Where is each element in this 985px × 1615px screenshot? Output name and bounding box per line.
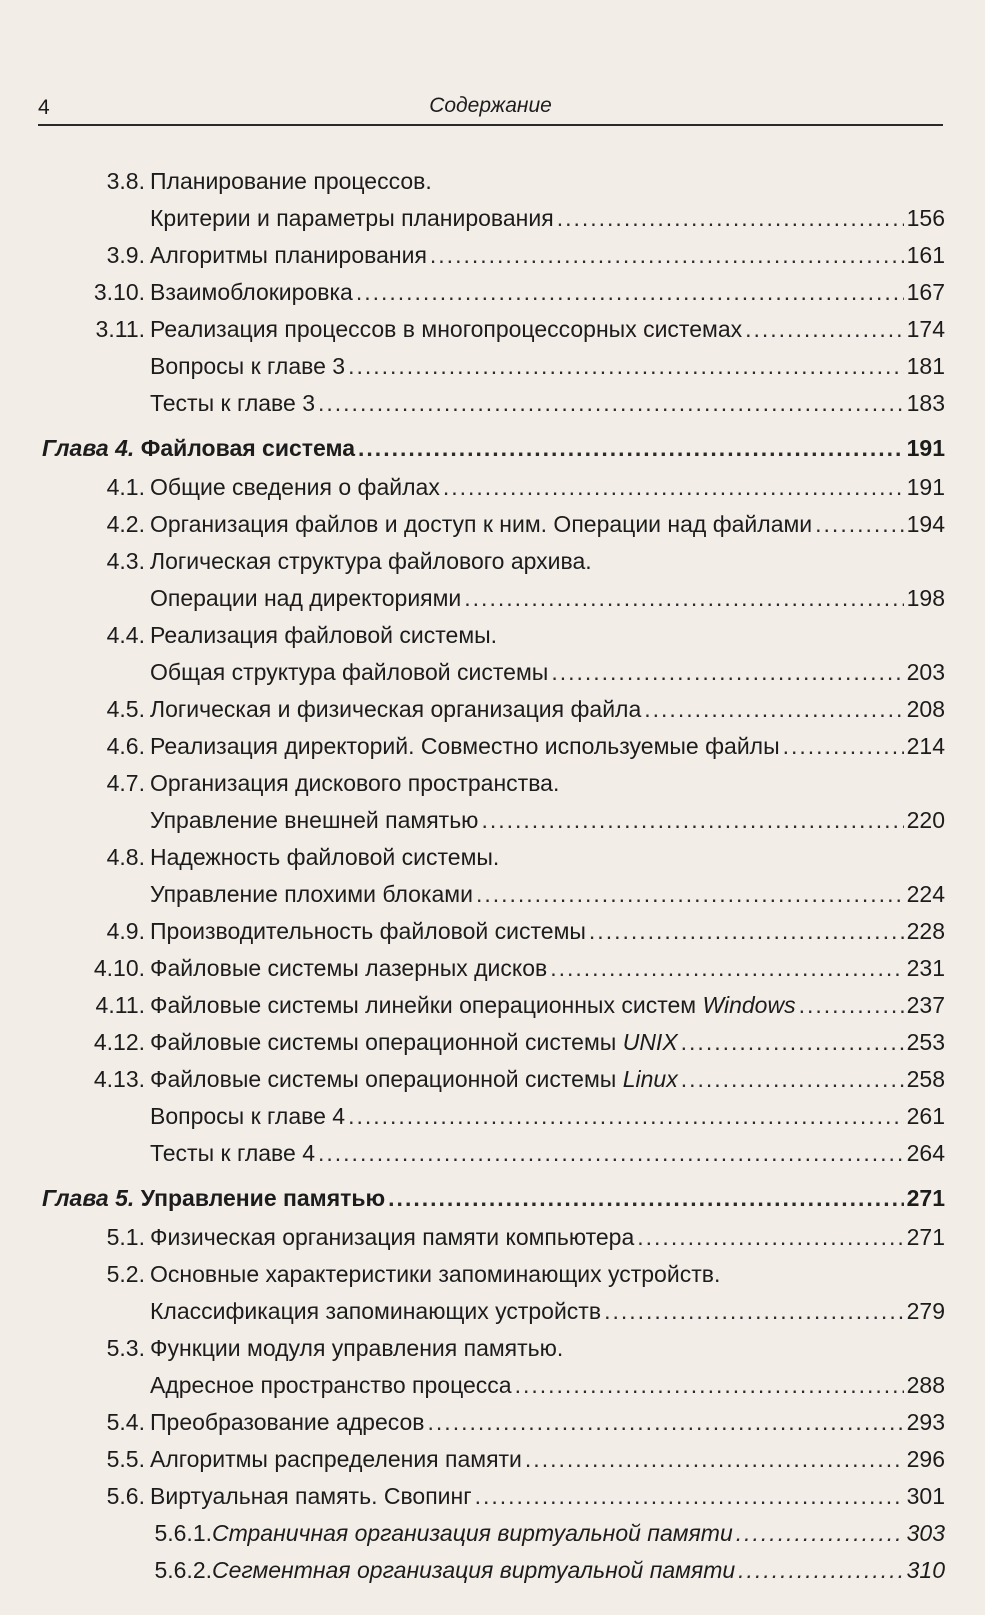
toc-line <box>0 873 985 910</box>
page-ref: 271 <box>906 1224 945 1250</box>
italic-term: Linux <box>622 1066 678 1092</box>
section-number: 3.10. <box>93 279 145 305</box>
section-title: Адресное пространство процесса <box>150 1372 512 1398</box>
dot-leader <box>736 1520 904 1547</box>
section-title: Преобразование адресов <box>150 1409 425 1435</box>
toc-line-text <box>150 918 945 945</box>
dot-leader <box>681 1029 904 1056</box>
toc-line <box>0 725 985 762</box>
toc-line-text <box>150 1372 945 1399</box>
toc-entry <box>0 1549 985 1586</box>
toc-entry <box>0 466 985 503</box>
section-title: Файловые системы линейки операционных систем Windows <box>150 992 796 1018</box>
section-number: 4.10. <box>93 955 145 981</box>
toc-entry <box>0 503 985 540</box>
section-title: Алгоритмы планирования <box>150 242 427 268</box>
page-ref: 191 <box>906 474 945 500</box>
toc-line <box>0 688 985 725</box>
page-ref: 161 <box>906 242 945 268</box>
section-number: 4.5. <box>106 696 145 722</box>
section-title: Файловые системы операционной системы UNIX <box>150 1029 678 1055</box>
chapter-label: Глава 4. <box>42 435 135 461</box>
dot-leader <box>551 659 903 686</box>
toc-line <box>0 614 985 651</box>
toc-line <box>0 382 985 419</box>
section-title: Виртуальная память. Свопинг <box>150 1483 472 1509</box>
toc-entry <box>0 345 985 382</box>
toc-line <box>0 799 985 836</box>
dot-leader <box>644 696 903 723</box>
section-title: Операции над директориями <box>150 585 462 611</box>
toc-line <box>0 1095 985 1132</box>
toc-entry <box>0 382 985 419</box>
page-ref: 237 <box>906 992 945 1018</box>
section-title: Организация дискового пространства. <box>150 770 560 796</box>
page-ref: 156 <box>906 205 945 231</box>
toc-line-text <box>150 1298 945 1325</box>
running-title: Содержание <box>429 94 552 117</box>
dot-leader <box>464 585 903 612</box>
dot-leader <box>388 1185 903 1212</box>
toc-line <box>0 308 985 345</box>
section-number: 4.12. <box>93 1029 145 1055</box>
toc-entry <box>0 1095 985 1132</box>
toc-line <box>0 1364 985 1401</box>
toc-line-text <box>150 696 945 723</box>
section-number: 5.6.2. <box>154 1557 212 1583</box>
toc-line <box>0 427 985 464</box>
toc-line <box>0 234 985 271</box>
dot-leader <box>358 435 904 462</box>
toc-entry <box>0 910 985 947</box>
chapter-title: Управление памятью <box>140 1185 386 1211</box>
page-ref: 303 <box>906 1520 945 1546</box>
section-title: Физическая организация памяти компьютера <box>150 1224 635 1250</box>
section-title: Реализация процессов в многопроцессорных системах <box>150 316 743 342</box>
toc-line-text <box>150 1261 945 1288</box>
toc-entry <box>0 234 985 271</box>
toc-line-text <box>150 1066 945 1093</box>
section-number: 5.5. <box>106 1446 145 1472</box>
toc-line-text <box>150 1446 945 1473</box>
toc-entry <box>0 947 985 984</box>
toc-line-text <box>150 1409 945 1436</box>
dot-leader <box>515 1372 904 1399</box>
section-number: 4.8. <box>106 844 145 870</box>
section-title: Надежность файловой системы. <box>150 844 500 870</box>
dot-leader <box>475 1483 904 1510</box>
toc-line-text <box>150 1140 945 1167</box>
dot-leader <box>430 242 904 269</box>
toc-line <box>0 197 985 234</box>
dot-leader <box>604 1298 904 1325</box>
page-ref: 231 <box>906 955 945 981</box>
page-ref: 258 <box>906 1066 945 1092</box>
page-ref: 296 <box>906 1446 945 1472</box>
section-number: 5.1. <box>106 1224 145 1250</box>
dot-leader <box>637 1224 903 1251</box>
section-title: Страничная организация виртуальной памяти <box>212 1520 733 1546</box>
toc-entry <box>0 1401 985 1438</box>
toc-line-text <box>42 1185 945 1212</box>
toc-line <box>0 466 985 503</box>
section-title: Критерии и параметры планирования <box>150 205 554 231</box>
toc-line-text <box>150 955 945 982</box>
toc-line <box>0 1401 985 1438</box>
toc-line-text <box>150 1029 945 1056</box>
page-ref: 253 <box>906 1029 945 1055</box>
toc-entry <box>0 540 985 614</box>
page-ref: 208 <box>906 696 945 722</box>
toc-line-text <box>150 1103 945 1130</box>
toc-line <box>0 160 985 197</box>
section-number: 3.8. <box>106 168 145 194</box>
toc-line-text <box>212 1557 945 1584</box>
toc-line-text <box>150 585 945 612</box>
toc-entry <box>0 271 985 308</box>
toc-entry <box>0 984 985 1021</box>
chapter-heading <box>42 1185 385 1212</box>
toc-line-text <box>150 1483 945 1510</box>
toc-line-text <box>150 881 945 908</box>
toc-entry <box>0 1021 985 1058</box>
toc-entry <box>0 1438 985 1475</box>
toc-line <box>0 984 985 1021</box>
dot-leader <box>356 279 904 306</box>
section-number: 4.1. <box>106 474 145 500</box>
page-ref: 214 <box>906 733 945 759</box>
toc-line-text <box>150 992 945 1019</box>
dot-leader <box>348 353 904 380</box>
italic-term: Windows <box>702 992 796 1018</box>
page-ref: 224 <box>906 881 945 907</box>
toc-entry <box>0 1327 985 1401</box>
toc-line-text <box>150 733 945 760</box>
page-ref: 181 <box>906 353 945 379</box>
section-title: Общая структура файловой системы <box>150 659 549 685</box>
toc-entry <box>0 1253 985 1327</box>
toc-line-text <box>150 511 945 538</box>
toc-line-text <box>150 279 945 306</box>
dot-leader <box>557 205 904 232</box>
section-title: Организация файлов и доступ к ним. Операции над файлами <box>150 511 813 537</box>
toc-line <box>0 1290 985 1327</box>
section-number: 4.13. <box>93 1066 145 1092</box>
toc-line <box>0 1058 985 1095</box>
toc-entry <box>0 160 985 234</box>
section-number: 4.9. <box>106 918 145 944</box>
section-title: Сегментная организация виртуальной памяти <box>212 1557 736 1583</box>
toc-entry <box>0 614 985 688</box>
section-title: Алгоритмы распределения памяти <box>150 1446 522 1472</box>
section-title: Производительность файловой системы <box>150 918 586 944</box>
toc-line <box>0 1549 985 1586</box>
section-title: Общие сведения о файлах <box>150 474 440 500</box>
dot-leader <box>815 511 903 538</box>
toc-line-text <box>150 353 945 380</box>
toc-line-text <box>150 242 945 269</box>
toc-line-text <box>150 548 945 575</box>
section-title: Классификация запоминающих устройств <box>150 1298 602 1324</box>
dot-leader <box>481 807 903 834</box>
section-number: 4.3. <box>106 548 145 574</box>
toc-entry <box>0 1058 985 1095</box>
page-ref: 279 <box>906 1298 945 1324</box>
dot-leader <box>550 955 903 982</box>
chapter-entry <box>0 427 985 464</box>
section-title: Файловые системы лазерных дисков <box>150 955 548 981</box>
page-ref: 183 <box>906 390 945 416</box>
section-title: Реализация файловой системы. <box>150 622 498 648</box>
toc-line <box>0 1216 985 1253</box>
dot-leader <box>318 390 904 417</box>
dot-leader <box>681 1066 904 1093</box>
dot-leader <box>589 918 904 945</box>
page-ref: 174 <box>906 316 945 342</box>
section-title: Тесты к главе 3 <box>150 390 315 416</box>
toc-line <box>0 836 985 873</box>
chapter-title: Файловая система <box>140 435 356 461</box>
toc-entry <box>0 762 985 836</box>
toc-line-text <box>150 1335 945 1362</box>
toc-line <box>0 577 985 614</box>
italic-term: UNIX <box>622 1029 678 1055</box>
page-ref: 194 <box>906 511 945 537</box>
toc-line-text <box>150 659 945 686</box>
toc-line <box>0 1438 985 1475</box>
toc-line-text <box>150 316 945 343</box>
section-number: 5.4. <box>106 1409 145 1435</box>
page-ref: 198 <box>906 585 945 611</box>
toc-line <box>0 271 985 308</box>
section-title: Реализация директорий. Совместно используемые файлы <box>150 733 780 759</box>
toc-line-text <box>150 844 945 871</box>
section-title: Основные характеристики запоминающих устройств. <box>150 1261 721 1287</box>
toc-line <box>0 540 985 577</box>
chapter-heading <box>42 435 355 462</box>
toc-line <box>0 1132 985 1169</box>
chapter-label: Глава 5. <box>42 1185 135 1211</box>
section-number: 3.9. <box>106 242 145 268</box>
toc-line <box>0 503 985 540</box>
page-ref: 220 <box>906 807 945 833</box>
section-title: Функции модуля управления памятью. <box>150 1335 564 1361</box>
section-title: Логическая и физическая организация файла <box>150 696 642 722</box>
toc-line-text <box>42 435 945 462</box>
page-ref: 301 <box>906 1483 945 1509</box>
toc-line <box>0 1021 985 1058</box>
toc-entry <box>0 836 985 910</box>
toc-line <box>0 947 985 984</box>
page-header <box>38 90 943 126</box>
dot-leader <box>799 992 904 1019</box>
section-number: 4.11. <box>95 992 145 1018</box>
page-number: 4 <box>38 96 50 119</box>
section-number: 5.3. <box>106 1335 145 1361</box>
toc-line-text <box>150 622 945 649</box>
toc-line <box>0 1253 985 1290</box>
dot-leader <box>476 881 904 908</box>
page-ref: 271 <box>906 1185 945 1211</box>
page-ref: 264 <box>906 1140 945 1166</box>
table-of-contents <box>0 160 985 1586</box>
dot-leader <box>443 474 904 501</box>
toc-line-text <box>212 1520 945 1547</box>
toc-line-text <box>150 770 945 797</box>
toc-line-text <box>150 1224 945 1251</box>
page-ref: 228 <box>906 918 945 944</box>
section-number: 4.2. <box>106 511 145 537</box>
dot-leader <box>525 1446 904 1473</box>
page-ref: 293 <box>906 1409 945 1435</box>
toc-line-text <box>150 474 945 501</box>
section-title: Вопросы к главе 4 <box>150 1103 346 1129</box>
page-ref: 261 <box>906 1103 945 1129</box>
toc-line <box>0 910 985 947</box>
toc-entry <box>0 308 985 345</box>
section-number: 5.6. <box>106 1483 145 1509</box>
toc-entry <box>0 1216 985 1253</box>
toc-line-text <box>150 205 945 232</box>
dot-leader <box>745 316 904 343</box>
dot-leader <box>348 1103 904 1130</box>
toc-line-text <box>150 390 945 417</box>
page-ref: 167 <box>906 279 945 305</box>
dot-leader <box>318 1140 904 1167</box>
toc-line <box>0 762 985 799</box>
toc-line-text <box>150 168 945 195</box>
section-number: 4.4. <box>106 622 145 648</box>
toc-entry <box>0 1512 985 1549</box>
section-title: Вопросы к главе 3 <box>150 353 346 379</box>
toc-line <box>0 1475 985 1512</box>
dot-leader <box>428 1409 904 1436</box>
section-number: 4.6. <box>106 733 145 759</box>
section-title: Планирование процессов. <box>150 168 432 194</box>
section-title: Файловые системы операционной системы Linux <box>150 1066 678 1092</box>
toc-line <box>0 1512 985 1549</box>
section-title: Управление внешней памятью <box>150 807 479 833</box>
chapter-entry <box>0 1177 985 1214</box>
section-title: Логическая структура файлового архива. <box>150 548 592 574</box>
section-number: 4.7. <box>106 770 145 796</box>
dot-leader <box>738 1557 903 1584</box>
toc-entry <box>0 725 985 762</box>
toc-line <box>0 651 985 688</box>
section-title: Взаимоблокировка <box>150 279 353 305</box>
toc-line <box>0 1177 985 1214</box>
toc-entry <box>0 1475 985 1512</box>
toc-line-text <box>150 807 945 834</box>
toc-line <box>0 345 985 382</box>
toc-entry <box>0 1132 985 1169</box>
toc-entry <box>0 688 985 725</box>
page-ref: 191 <box>906 435 945 461</box>
toc-line <box>0 1327 985 1364</box>
section-number: 5.6.1. <box>154 1520 212 1546</box>
section-number: 5.2. <box>106 1261 145 1287</box>
section-number: 3.11. <box>95 316 145 342</box>
section-title: Управление плохими блоками <box>150 881 473 907</box>
page-ref: 310 <box>906 1557 945 1583</box>
dot-leader <box>783 733 904 760</box>
section-title: Тесты к главе 4 <box>150 1140 315 1166</box>
page-ref: 288 <box>906 1372 945 1398</box>
page-ref: 203 <box>906 659 945 685</box>
